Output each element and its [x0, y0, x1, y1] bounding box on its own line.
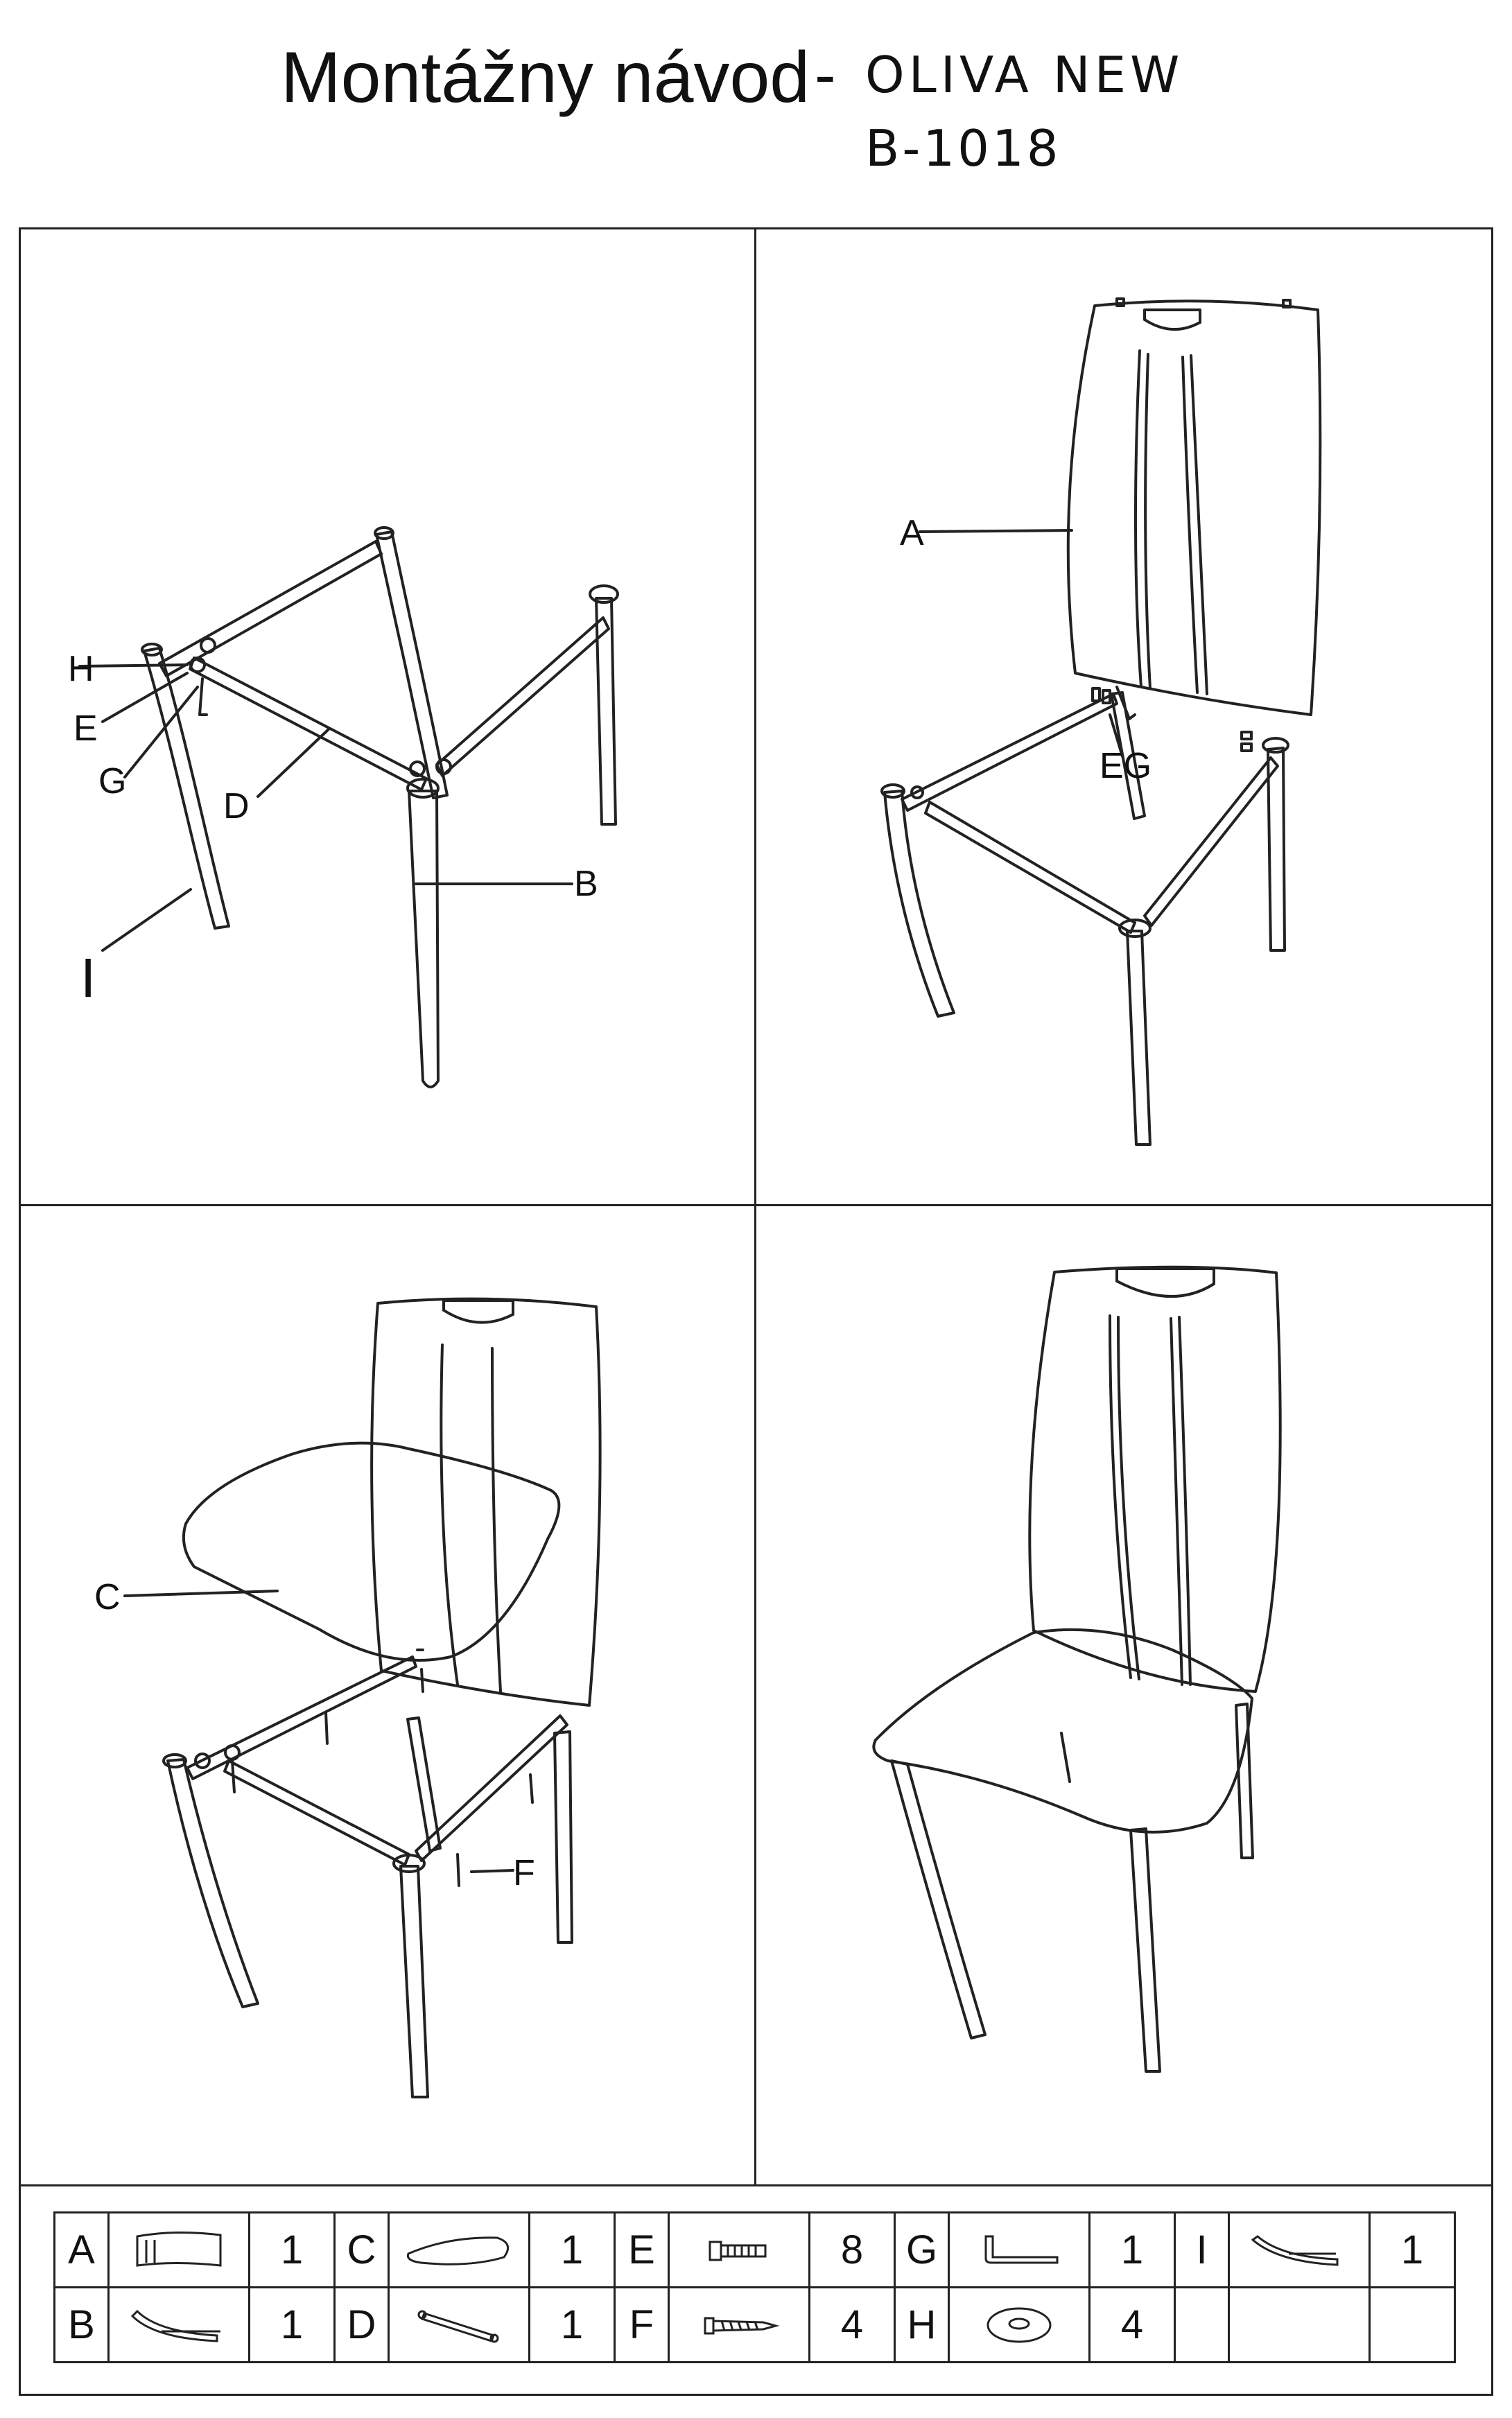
model-name: OLIVA NEW — [865, 46, 1184, 104]
front-leg-icon — [1229, 2213, 1370, 2288]
part-quantity: 4 — [810, 2288, 895, 2363]
label-c: C — [94, 1577, 121, 1617]
part-letter: F — [615, 2288, 669, 2363]
part-quantity: 1 — [250, 2288, 335, 2363]
title-separator: - — [815, 40, 836, 110]
parts-list-table — [53, 2211, 1456, 2363]
screw-icon — [669, 2288, 810, 2363]
part-letter: G — [895, 2213, 949, 2288]
label-h: H — [68, 649, 94, 689]
step-4-panel — [756, 1206, 1491, 2184]
label-a: A — [900, 513, 924, 553]
step-2-panel — [756, 229, 1491, 1204]
washer-icon — [949, 2288, 1090, 2363]
seat-icon — [389, 2213, 530, 2288]
model-code: B-1018 — [865, 119, 1061, 177]
label-d: D — [223, 786, 250, 826]
empty-cell — [1229, 2288, 1370, 2363]
parts-divider — [19, 2184, 1493, 2186]
part-letter: H — [895, 2288, 949, 2363]
backrest-icon — [109, 2213, 250, 2288]
label-f: F — [513, 1853, 535, 1893]
part-quantity: 4 — [1090, 2288, 1175, 2363]
part-letter: B — [55, 2288, 109, 2363]
empty-cell — [1370, 2288, 1455, 2363]
part-quantity: 1 — [530, 2288, 615, 2363]
part-letter: D — [335, 2288, 389, 2363]
label-eg: EG — [1100, 746, 1152, 786]
manual-title: Montážny návod — [281, 37, 810, 118]
back-leg-icon — [109, 2288, 250, 2363]
label-g: G — [98, 761, 127, 801]
part-letter: I — [1175, 2213, 1229, 2288]
backrest-attach-illustration — [756, 229, 1491, 1204]
part-quantity: 1 — [530, 2213, 615, 2288]
table-row — [55, 2288, 1455, 2363]
finished-chair-illustration — [756, 1206, 1491, 2184]
bolt-icon — [669, 2213, 810, 2288]
part-letter: E — [615, 2213, 669, 2288]
part-quantity: 1 — [1090, 2213, 1175, 2288]
table-row — [55, 2213, 1455, 2288]
empty-cell — [1175, 2288, 1229, 2363]
step-3-panel — [21, 1206, 754, 2184]
part-letter: C — [335, 2213, 389, 2288]
step-1-panel — [21, 229, 754, 1204]
allen-key-icon — [949, 2213, 1090, 2288]
part-quantity: 1 — [1370, 2213, 1455, 2288]
label-e: E — [73, 708, 98, 749]
part-letter: A — [55, 2213, 109, 2288]
part-quantity: 1 — [250, 2213, 335, 2288]
label-b: B — [574, 864, 598, 904]
seat-attach-illustration — [21, 1206, 754, 2184]
label-i: I — [80, 947, 96, 1009]
part-quantity: 8 — [810, 2213, 895, 2288]
crossbar-icon — [389, 2288, 530, 2363]
chair-frame-illustration — [21, 229, 754, 1204]
